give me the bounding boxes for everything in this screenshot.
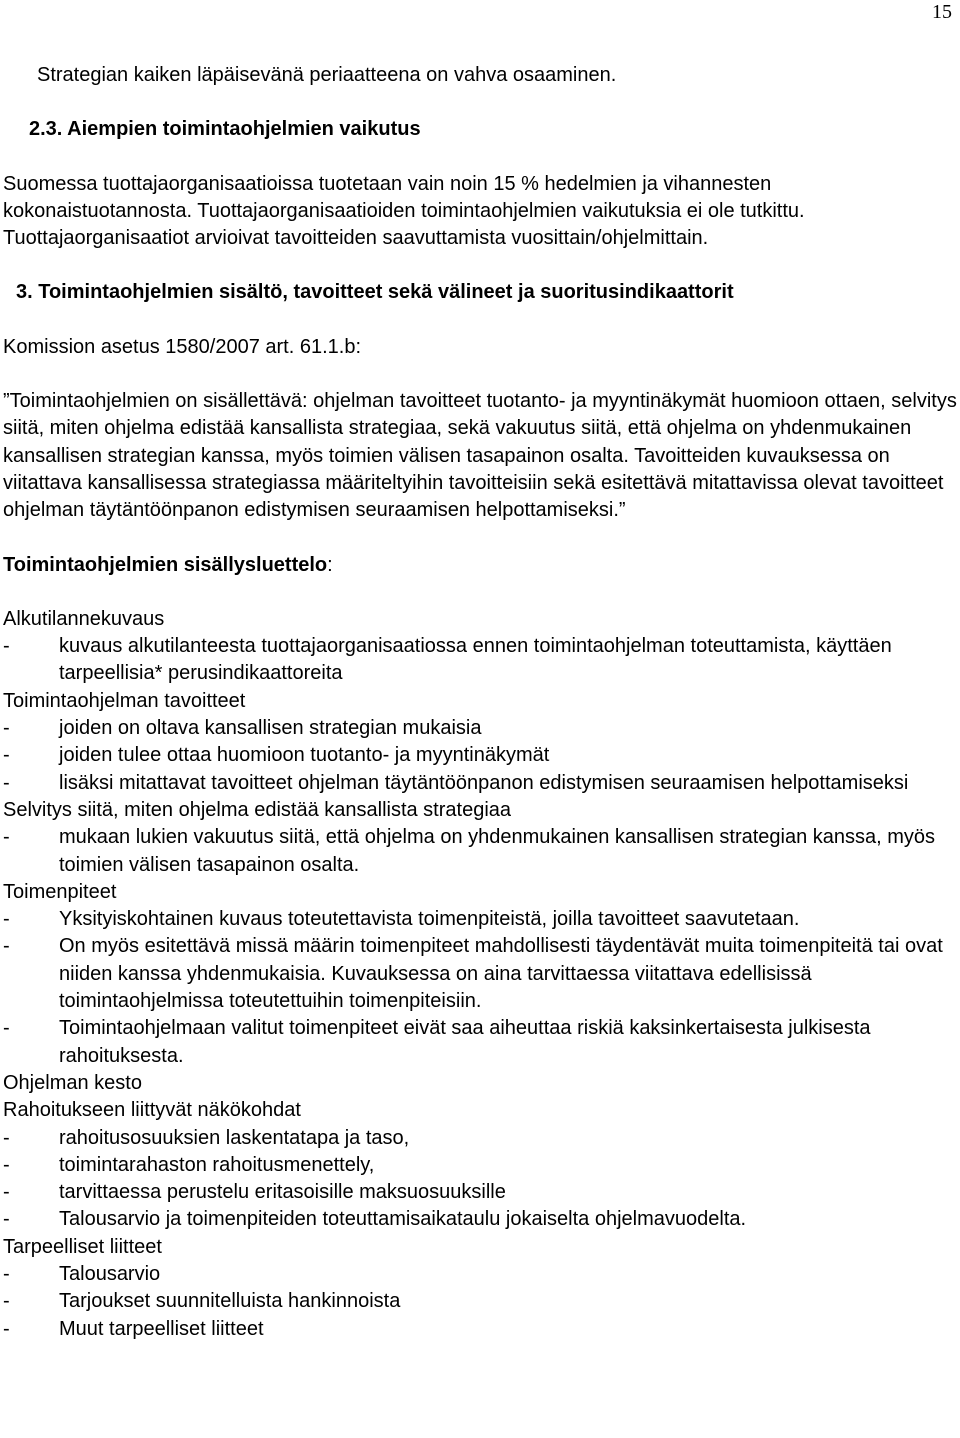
list-item-text: Yksityiskohtainen kuvaus toteutettavista toimenpiteistä, joilla tavoitteet saavutetaan. <box>59 908 800 931</box>
list-item-text: On myös esitettävä missä määrin toimenpiteet mahdollisesti täydentävät muita toimenpiteitä tai ovat niiden kanssa yhdenmukaisia. Kuvauksessa on aina tarvittaessa viitattava edellisissä toimintaohjelmissa toteutettuihin toimenpiteisiin. <box>59 935 943 1013</box>
contents-group-heading: Selvitys siitä, miten ohjelma edistää kansallista strategiaa <box>3 798 512 821</box>
contents-list <box>3 606 958 1343</box>
contents-group-heading: Toimenpiteet <box>3 880 117 903</box>
list-item <box>3 1125 958 1152</box>
list-item <box>3 1015 958 1070</box>
list-item <box>3 770 958 797</box>
list-item-text: Tarjoukset suunnitelluista hankinnoista <box>59 1290 401 1313</box>
list-bullet-dash: - <box>3 717 10 740</box>
contents-group-heading: Rahoitukseen liittyvät näkökohdat <box>3 1099 301 1122</box>
list-item-text: Talousarvio ja toimenpiteiden toteuttamisaikataulu jokaiselta ohjelmavuodelta. <box>59 1208 747 1231</box>
list-bullet-dash: - <box>3 744 10 767</box>
list-item-text: Toimintaohjelmaan valitut toimenpiteet eivät saa aiheuttaa riskiä kaksinkertaisesta julkisesta rahoituksesta. <box>59 1017 871 1067</box>
section-heading-2-3: 2.3. Aiempien toimintaohjelmien vaikutus <box>29 118 421 141</box>
list-item <box>3 633 958 688</box>
list-item-text: mukaan lukien vakuutus siitä, että ohjelma on yhdenmukainen kansallisen strategian kanssa, myös toimien välisen tasapainon osalta. <box>59 826 936 876</box>
list-bullet-dash: - <box>3 908 10 931</box>
list-item-text: lisäksi mitattavat tavoitteet ohjelman täytäntöönpanon edistymisen seuraamisen helpottamiseksi <box>59 771 909 794</box>
list-bullet-dash: - <box>3 1208 10 1231</box>
list-item <box>3 1206 958 1233</box>
list-item-text: Talousarvio <box>59 1262 161 1285</box>
contents-title-colon: : <box>327 553 333 576</box>
list-bullet-dash: - <box>3 1153 10 1176</box>
list-item <box>3 1288 958 1315</box>
list-bullet-dash: - <box>3 1262 10 1285</box>
list-bullet-dash: - <box>3 1126 10 1149</box>
document-body <box>3 62 958 1343</box>
regulation-reference: Komission asetus 1580/2007 art. 61.1.b: <box>3 335 362 358</box>
section-2-3-body: Suomessa tuottajaorganisaatioissa tuotetaan vain noin 15 % hedelmien ja vihannesten kokonaistuotannosta. Tuottajaorganisaatioiden toimintaohjelmien vaikutuksia ei ole tutkittu. Tuottajaorganisaatiot arvioivat tavoitteiden saavuttamista vuosittain/ohjelmittain. <box>3 172 805 250</box>
list-bullet-dash: - <box>3 1181 10 1204</box>
list-item <box>3 906 958 933</box>
regulation-quote: ”Toimintaohjelmien on sisällettävä: ohjelman tavoitteet tuotanto- ja myyntinäkymät huomioon ottaen, selvitys siitä, miten ohjelma edistää kansallista strategiaa, sekä vakuutus siitä, että ohjelma on yhdenmukainen kansallisen strategian kanssa, myös toimien välisen tasapainon osalta. Tavoitteiden kuvauksessa on viitattava kansallisessa strategiassa määriteltyihin tavoitteisiin sekä esitettävä mitattavissa olevat tavoitteet ohjelman täytäntöönpanon edistymisen seuraamisen helpottamiseksi.” <box>3 390 957 522</box>
list-item-text: toimintarahaston rahoitusmenettely, <box>59 1153 375 1176</box>
list-bullet-dash: - <box>3 1017 10 1040</box>
contents-group-heading: Tarpeelliset liitteet <box>3 1235 162 1258</box>
list-item <box>3 1152 958 1179</box>
list-item <box>3 715 958 742</box>
list-item-text: Muut tarpeelliset liitteet <box>59 1317 264 1340</box>
contents-group-heading: Toimintaohjelman tavoitteet <box>3 689 246 712</box>
intro-sentence: Strategian kaiken läpäisevänä periaatteena on vahva osaaminen. <box>37 64 617 86</box>
contents-title-text: Toimintaohjelmien sisällysluettelo <box>3 553 328 576</box>
list-bullet-dash: - <box>3 1290 10 1313</box>
list-bullet-dash: - <box>3 826 10 849</box>
list-bullet-dash: - <box>3 635 10 658</box>
page-number: 15 <box>932 1 952 23</box>
list-item-text: tarvittaessa perustelu eritasoisille maksuosuuksille <box>59 1181 506 1204</box>
list-bullet-dash: - <box>3 1317 10 1340</box>
list-item <box>3 742 958 769</box>
list-item-text: rahoitusosuuksien laskentatapa ja taso, <box>59 1126 410 1149</box>
list-bullet-dash: - <box>3 771 10 794</box>
list-bullet-dash: - <box>3 935 10 958</box>
contents-group-heading: Ohjelman kesto <box>3 1071 142 1094</box>
list-item <box>3 824 958 879</box>
list-item <box>3 933 958 1015</box>
list-item-text: joiden tulee ottaa huomioon tuotanto- ja myyntinäkymät <box>59 744 550 767</box>
section-heading-3: 3. Toimintaohjelmien sisältö, tavoitteet sekä välineet ja suoritusindikaattorit <box>16 281 734 304</box>
list-item <box>3 1261 958 1288</box>
contents-title <box>3 552 958 579</box>
list-item <box>3 1179 958 1206</box>
contents-group-heading: Alkutilannekuvaus <box>3 607 165 630</box>
list-item-text: kuvaus alkutilanteesta tuottajaorganisaatiossa ennen toimintaohjelman toteuttamista, käyttäen tarpeellisia* perusindikaattoreita <box>59 635 892 685</box>
list-item-text: joiden on oltava kansallisen strategian mukaisia <box>59 717 482 740</box>
list-item <box>3 1316 958 1343</box>
